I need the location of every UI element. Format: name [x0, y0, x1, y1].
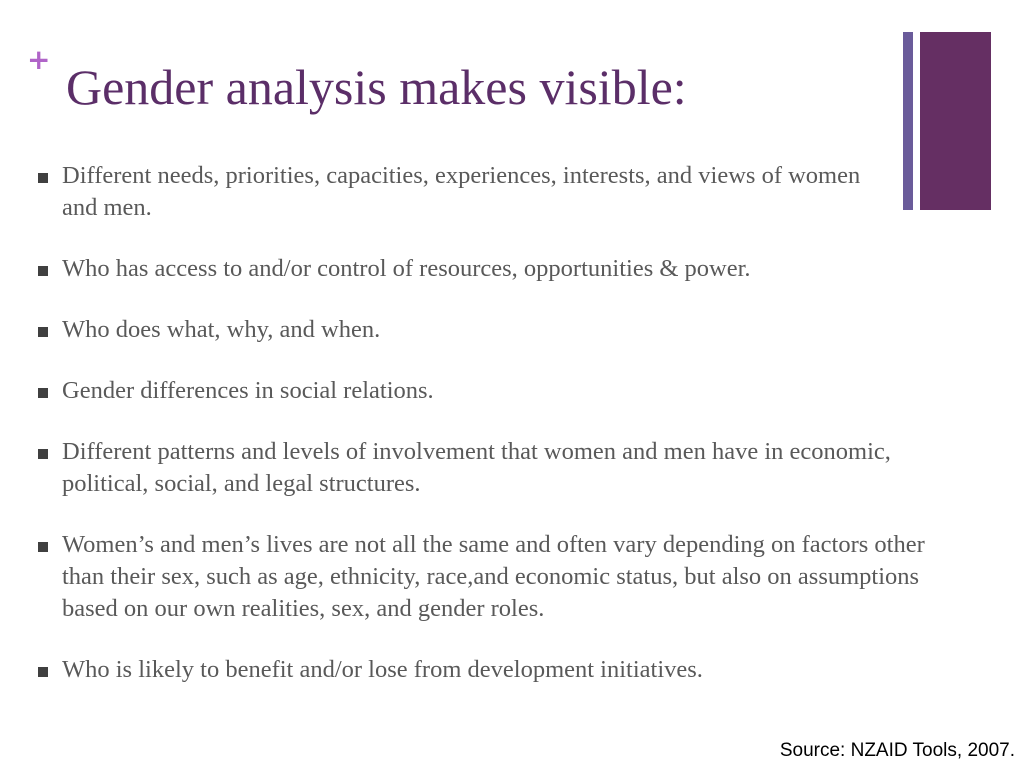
bullet-text: Who has access to and/or control of resources, opportunities & power.	[62, 255, 751, 282]
source-citation: Source: NZAID Tools, 2007.	[779, 740, 1015, 761]
square-bullet-icon	[38, 667, 48, 677]
bullet-text: Gender differences in social relations.	[62, 377, 434, 404]
square-bullet-icon	[38, 173, 48, 183]
bullet-item	[38, 160, 882, 224]
plus-icon: +	[27, 43, 51, 76]
square-bullet-icon	[38, 266, 48, 276]
bullet-item	[38, 529, 968, 625]
slide-title: Gender analysis makes visible:	[66, 59, 687, 115]
bullet-text: Who is likely to benefit and/or lose from development initiatives.	[62, 656, 703, 683]
square-bullet-icon	[38, 327, 48, 337]
bullet-text: Different patterns and levels of involvement that women and men have in economic, political, social, and legal structures.	[62, 438, 891, 497]
square-bullet-icon	[38, 449, 48, 459]
bullet-list	[38, 160, 968, 686]
square-bullet-icon	[38, 388, 48, 398]
bullet-text: Women’s and men’s lives are not all the same and often vary depending on factors other than their sex, such as age, ethnicity, race,and economic status, but also on assumptions based on our own realities, sex, and gender roles.	[62, 531, 925, 622]
bullet-item	[38, 314, 968, 346]
bullet-text: Different needs, priorities, capacities, experiences, interests, and views of women and men.	[62, 162, 861, 221]
bullet-text: Who does what, why, and when.	[62, 316, 381, 343]
bullet-item	[38, 375, 968, 407]
bullet-item	[38, 253, 968, 285]
square-bullet-icon	[38, 542, 48, 552]
bullet-item	[38, 436, 968, 500]
bullet-item	[38, 654, 968, 686]
